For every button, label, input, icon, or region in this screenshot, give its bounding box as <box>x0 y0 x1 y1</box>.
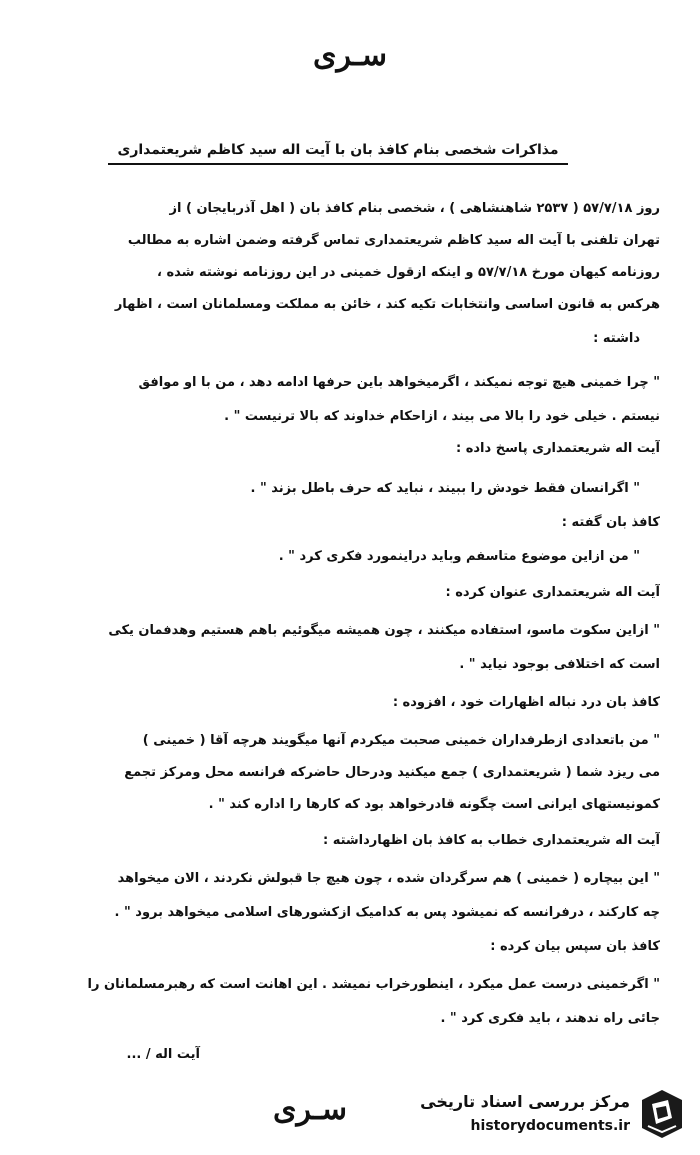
body-line: " این بیچاره ( خمینی ) هم سرگردان شده ، چون هیچ جا قبولش نکردند ، الان میخواهد <box>117 871 660 886</box>
body-line: است که اختلافی بوجود نیاید " . <box>459 657 660 672</box>
body-line: تهران تلفنی با آیت اله سید کاظم شریعتمداری تماس گرفته وضمن اشاره به مطالب <box>127 233 660 248</box>
body-line: " اگرانسان فقط خودش را ببیند ، نباید که حرف باطل بزند " . <box>250 481 640 496</box>
classification-top: سـری <box>313 38 387 73</box>
body-line: چه کارکند ، درفرانسه که نمیشود پس به کدامیک ازکشورهای اسلامی میخواهد برود " . <box>114 905 660 920</box>
watermark-url: historydocuments.ir <box>470 1118 630 1134</box>
body-line: کافذ بان درد نباله اظهارات خود ، افزوده : <box>392 695 660 710</box>
body-line: " چرا خمینی هیچ توجه نمیکند ، اگرمیخواهد باین حرفها ادامه دهد ، من با او موافق <box>138 375 660 390</box>
classification-bottom: سـری <box>273 1092 347 1127</box>
body-line: آیت اله شریعتمداری خطاب به کافذ بان اظهارداشته : <box>322 833 660 848</box>
body-line: " ازاین سکوت ماسو، استفاده میکنند ، چون همیشه میگوئیم باهم هستیم وهدفمان یکی <box>108 623 660 638</box>
body-line: می ریزد شما ( شریعتمداری ) جمع میکنید ودرحال حاضرکه فرانسه محل ومرکز تجمع <box>124 765 660 780</box>
watermark <box>421 1084 686 1144</box>
body-line: کافذ بان گفته : <box>561 515 660 530</box>
body-line: آیت اله شریعتمداری پاسخ داده : <box>455 441 660 456</box>
body-line: " من باتعدادی ازطرفداران خمینی صحبت میکردم آنها میگویند هرچه آقا ( خمینی ) <box>142 733 660 748</box>
archive-logo-icon <box>638 1088 686 1140</box>
body-line: روزنامه کیهان مورخ ۵۷/۷/۱۸ و اینکه ازقول خمینی در این روزنامه نوشته شده ، <box>157 265 660 280</box>
body-line: نیستم . خیلی خود را بالا می بیند ، ازاحکام خداوند که بالا ترنیست " . <box>224 409 660 424</box>
body-line: جائی راه ندهند ، باید فکری کرد " . <box>440 1011 660 1026</box>
document-title: مذاکرات شخصی بنام کافذ بان با آیت اله سید کاظم شریعتمداری <box>108 142 568 165</box>
body-line: داشته : <box>593 331 640 346</box>
body-line: کافذ بان سپس بیان کرده : <box>490 939 660 954</box>
body-line: " اگرخمینی درست عمل میکرد ، اینطورخراب نمیشد . این اهانت است که رهبرمسلمانان را <box>87 977 660 992</box>
body-line: " من ازاین موضوع متاسفم وباید دراینمورد فکری کرد " . <box>278 549 640 564</box>
body-line: هرکس به قانون اساسی وانتخابات تکیه کند ، خائن به مملکت ومسلمانان است ، اظهار <box>114 297 660 312</box>
watermark-persian: مرکز بررسی اسناد تاریخی <box>420 1092 630 1111</box>
body-line: آیت اله شریعتمداری عنوان کرده : <box>445 585 660 600</box>
body-line: آیت اله / ... <box>126 1047 200 1062</box>
body-line: روز ۵۷/۷/۱۸ ( ۲۵۳۷ شاهنشاهی ) ، شخصی بنام کافذ بان ( اهل آذربایجان ) از <box>169 201 660 216</box>
body-line: کمونیستهای ایرانی است چگونه قادرخواهد بود که کارها را اداره کند " . <box>208 797 660 812</box>
